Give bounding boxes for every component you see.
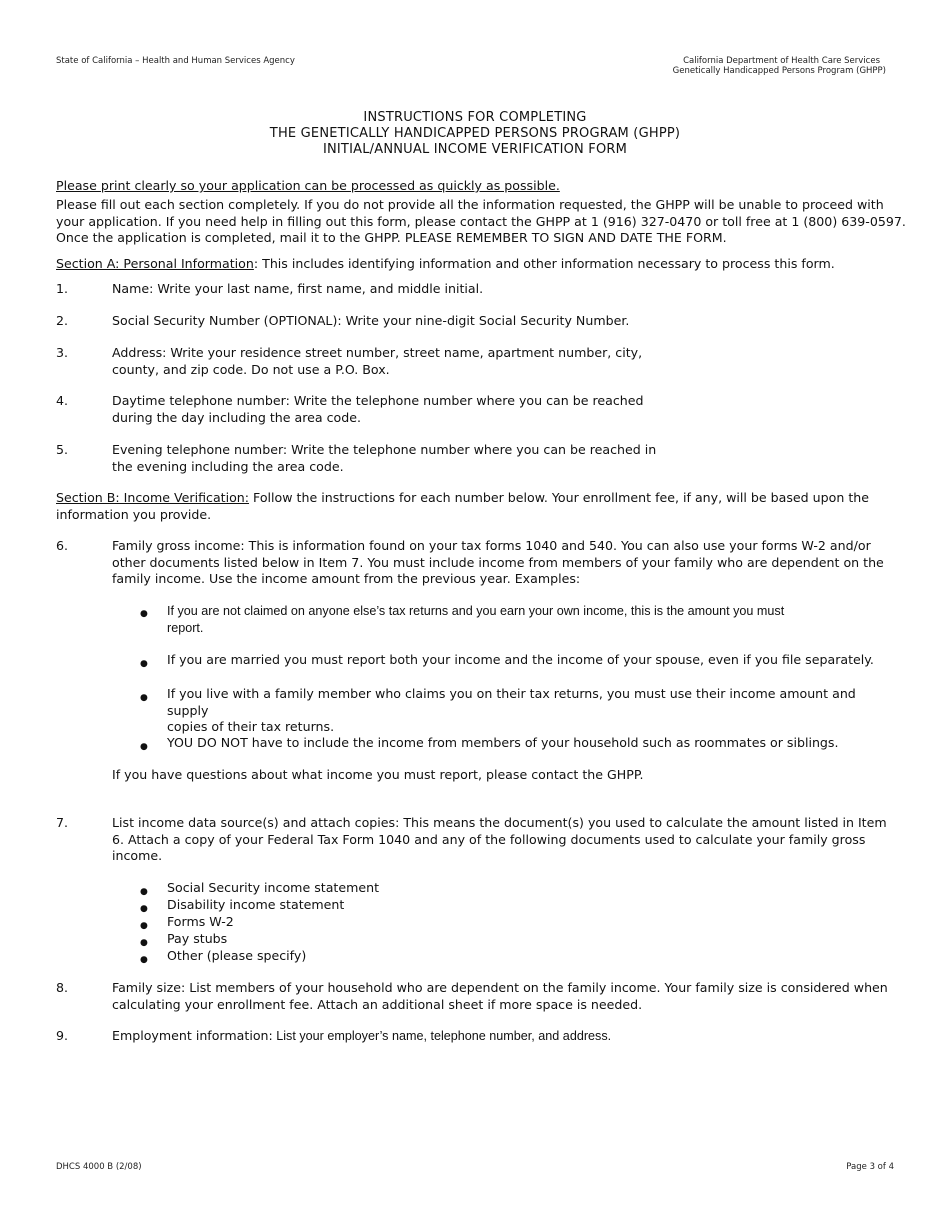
example-bullet-4 [167,735,887,752]
bullet-icon: ● [140,887,148,897]
item-line-1 [112,442,892,459]
department-name: California Department of Health Care Services [683,56,880,66]
item-number: 9. [56,1028,69,1043]
item-text [112,980,892,1013]
item-number: 5. [56,442,69,457]
intro-line-3 [56,230,906,247]
intro-paragraph [56,197,906,247]
item-text [112,815,892,865]
section-a-description: : This includes identifying information and other information necessary to process this form. [253,256,835,271]
item-line-2: the evening including the area code. [112,458,344,474]
title-line-3: INITIAL/ANNUAL INCOME VERIFICATION FORM [322,142,628,157]
item-number: 3. [56,345,69,360]
item-number: 4. [56,393,69,408]
bullet-icon: ● [140,904,148,914]
example-bullet-3 [167,686,887,736]
section-b-intro [56,490,906,523]
program-name: Genetically Handicapped Persons Program (GHPP) [672,66,886,76]
income-questions-note: If you have questions about what income you must report, please contact the GHPP. [112,767,644,782]
intro-line-2: your application. If you need help in filling out this form, please contact the GHPP at 1 (916) 327-0470 or toll free at 1 (800) 639-0597. [56,213,906,229]
form-id: DHCS 4000 B (2/08) [56,1162,142,1172]
example-bullet-2 [167,652,887,669]
item-label: Social Security Number (OPTIONAL): [112,313,342,328]
item-label: Employment information: [112,1028,273,1043]
page-number: Page 3 of 4 [846,1162,894,1172]
item-label: Name: [112,281,154,296]
item-line-3: income. [112,848,163,863]
item-number: 7. [56,815,69,830]
item-description: Write the telephone number where you can be reached in [287,442,657,457]
bullet-icon: ● [140,609,148,619]
section-b-line-2: information you provide. [56,506,212,522]
item-label: Address: [112,345,167,360]
item-line-2: during the day including the area code. [112,409,361,425]
document-list-item: Forms W-2 [167,914,234,929]
bullet-icon: ● [140,938,148,948]
item-label: Daytime telephone number: [112,393,290,408]
section-b-description: Follow the instructions for each number below. Your enrollment fee, if any, will be based upon the [249,490,869,505]
federal-tax-form: Federal Tax Form 1040 [267,831,411,847]
sign-date-reminder: PLEASE REMEMBER TO SIGN AND DATE THE FORM. [400,230,727,245]
item-line-1 [112,538,892,555]
item-line-1 [112,345,892,362]
item-text [112,345,892,378]
bullet-icon: ● [140,921,148,931]
bullet-icon: ● [140,955,148,965]
section-b-line-1 [56,490,906,507]
item-number: 8. [56,980,69,995]
document-list-item: Disability income statement [167,897,345,912]
item-description: This means the document(s) you used to calculate the amount listed in Item [399,815,887,830]
title-line-2: THE GENETICALLY HANDICAPPED PERSONS PROGRAM (GHPP) [269,126,681,141]
item-line-3: family income. Use the income amount from the previous year. Examples: [112,571,581,586]
item-number: 6. [56,538,69,553]
agency-header: State of California – Health and Human Services Agency [56,56,295,66]
bullet-line-2: report. [167,620,204,635]
department-header [673,56,886,76]
item-description: List your employer’s name, telephone number, and address. [272,1029,612,1043]
intro-line-3a: Once the application is completed, mail it to the GHPP. [56,230,401,245]
item-line-2 [112,832,892,849]
bullet-line-1: YOU DO NOT have to include the income from members of your household such as roommates or siblings. [167,735,839,750]
item-text [112,442,892,475]
item-description: This is information found on your tax forms 1040 and 540. You can also use your forms W-2 and/or [244,538,871,553]
example-bullet-1 [167,603,887,636]
item-line-2c: and any of the following documents used to calculate your family gross [410,831,866,847]
item-description: Write your residence street number, street name, apartment number, city, [166,345,643,360]
item-line-1 [112,815,892,832]
bullet-icon: ● [140,742,148,752]
section-a-heading-line [56,256,835,273]
bullet-line-1: If you are not claimed on anyone else’s tax returns and you earn your own income, this is the amount you must [167,604,785,618]
print-clearly-note: Please print clearly so your application can be processed as quickly as possible. [56,178,560,193]
document-list-item: Pay stubs [167,931,228,946]
item-text [112,1028,892,1045]
item-description: Write your nine-digit Social Security Number. [341,313,630,328]
bullet-line-2: copies of their tax returns. [167,719,335,734]
item-text [112,281,892,298]
item-description: Write the telephone number where you can be reached [289,393,644,408]
intro-line-1: Please fill out each section completely. If you do not provide all the information requested, the GHPP will be unable to proceed with [56,197,884,212]
item-label: Family size: [112,980,186,995]
item-label: Evening telephone number: [112,442,288,457]
item-description: Write your last name, first name, and middle initial. [153,281,484,296]
bullet-line-1: If you are married you must report both your income and the income of your spouse, even if you file separately. [167,652,874,667]
item-line-2: other documents listed below in Item 7. You must include income from members of your family who are dependent on the [112,554,884,570]
item-line-2: calculating your enrollment fee. Attach an additional sheet if more space is needed. [112,996,643,1012]
title-line-1: INSTRUCTIONS FOR COMPLETING [363,110,587,125]
item-label: List income data source(s) and attach copies: [112,815,400,830]
bullet-icon: ● [140,659,148,669]
bullet-line-1: If you live with a family member who claims you on their tax returns, you must use their income amount and supply [167,686,856,718]
document-list-item: Other (please specify) [167,948,307,963]
item-line-2: county, and zip code. Do not use a P.O. Box. [112,361,390,377]
item-number: 2. [56,313,69,328]
document-list-item: Social Security income statement [167,880,380,895]
section-b-heading: Section B: Income Verification: [56,490,250,505]
item-line-1 [112,393,892,410]
page-title [0,110,950,158]
item-line-2a: 6. Attach a copy of your [112,831,268,847]
item-line-1 [112,980,892,997]
bullet-icon: ● [140,693,148,703]
item-text [112,313,892,330]
item-text [112,393,892,426]
section-a-heading: Section A: Personal Information [56,256,254,271]
item-label: Family gross income: [112,538,245,553]
item-text [112,538,892,588]
item-number: 1. [56,281,69,296]
item-description: List members of your household who are dependent on the family income. Your family size is considered when [185,980,888,995]
